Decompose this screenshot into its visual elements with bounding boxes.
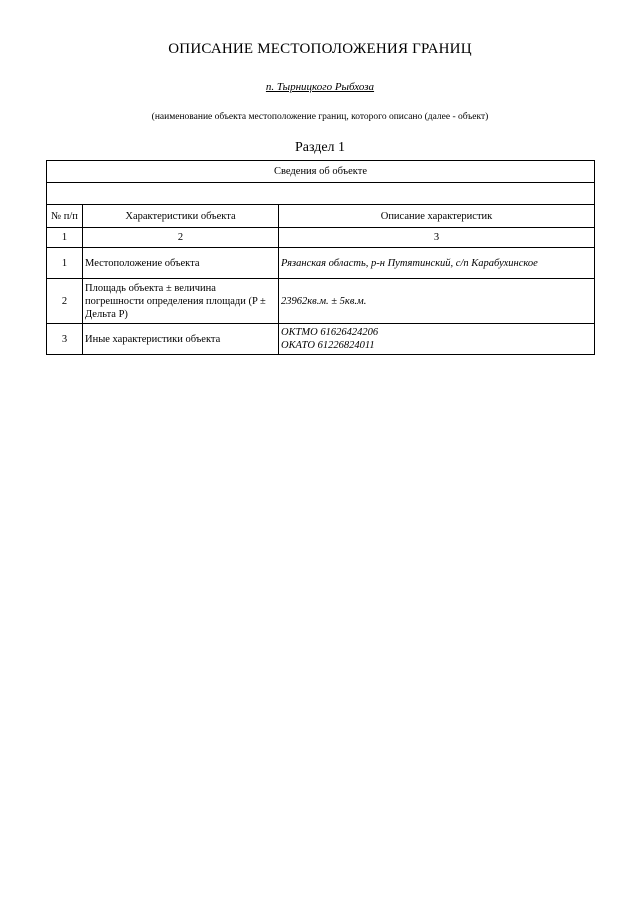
table-row	[47, 248, 595, 279]
column-number-3: 3	[279, 228, 595, 248]
okato-code: ОКАТО 61226824011	[281, 340, 375, 351]
row-description: 23962кв.м. ± 5кв.м.	[279, 279, 595, 324]
document-title: ОПИСАНИЕ МЕСТОПОЛОЖЕНИЯ ГРАНИЦ	[168, 41, 472, 57]
oktmo-code: ОКТМО 61626424206	[281, 327, 379, 338]
row-num: 3	[47, 324, 83, 355]
row-description	[279, 324, 595, 355]
table-header: Сведения об объекте	[47, 161, 595, 183]
row-characteristic: Иные характеристики объекта	[83, 324, 279, 355]
section-title: Раздел 1	[294, 140, 346, 155]
column-header-characteristic: Характеристики объекта	[83, 205, 279, 228]
column-number-1: 1	[47, 228, 83, 248]
table-row	[47, 279, 595, 324]
row-characteristic: Площадь объекта ± величина погрешности определения площади (P ± Дельта P)	[83, 279, 279, 324]
object-info-table	[46, 160, 595, 355]
object-name	[0, 81, 640, 93]
column-header-description: Описание характеристик	[279, 205, 595, 228]
row-characteristic: Местоположение объекта	[83, 248, 279, 279]
table-empty-row	[47, 183, 595, 205]
column-number-2: 2	[83, 228, 279, 248]
row-description: Рязанская область, р-н Путятинский, с/п Карабухинское	[279, 248, 595, 279]
column-header-num: № п/п	[47, 205, 83, 228]
object-caption: (наименование объекта местоположение границ, которого описано (далее - объект)	[151, 112, 489, 122]
object-name-text: п. Тырницкого Рыбхоза	[265, 81, 375, 93]
table-row	[47, 324, 595, 355]
row-num: 2	[47, 279, 83, 324]
row-num: 1	[47, 248, 83, 279]
